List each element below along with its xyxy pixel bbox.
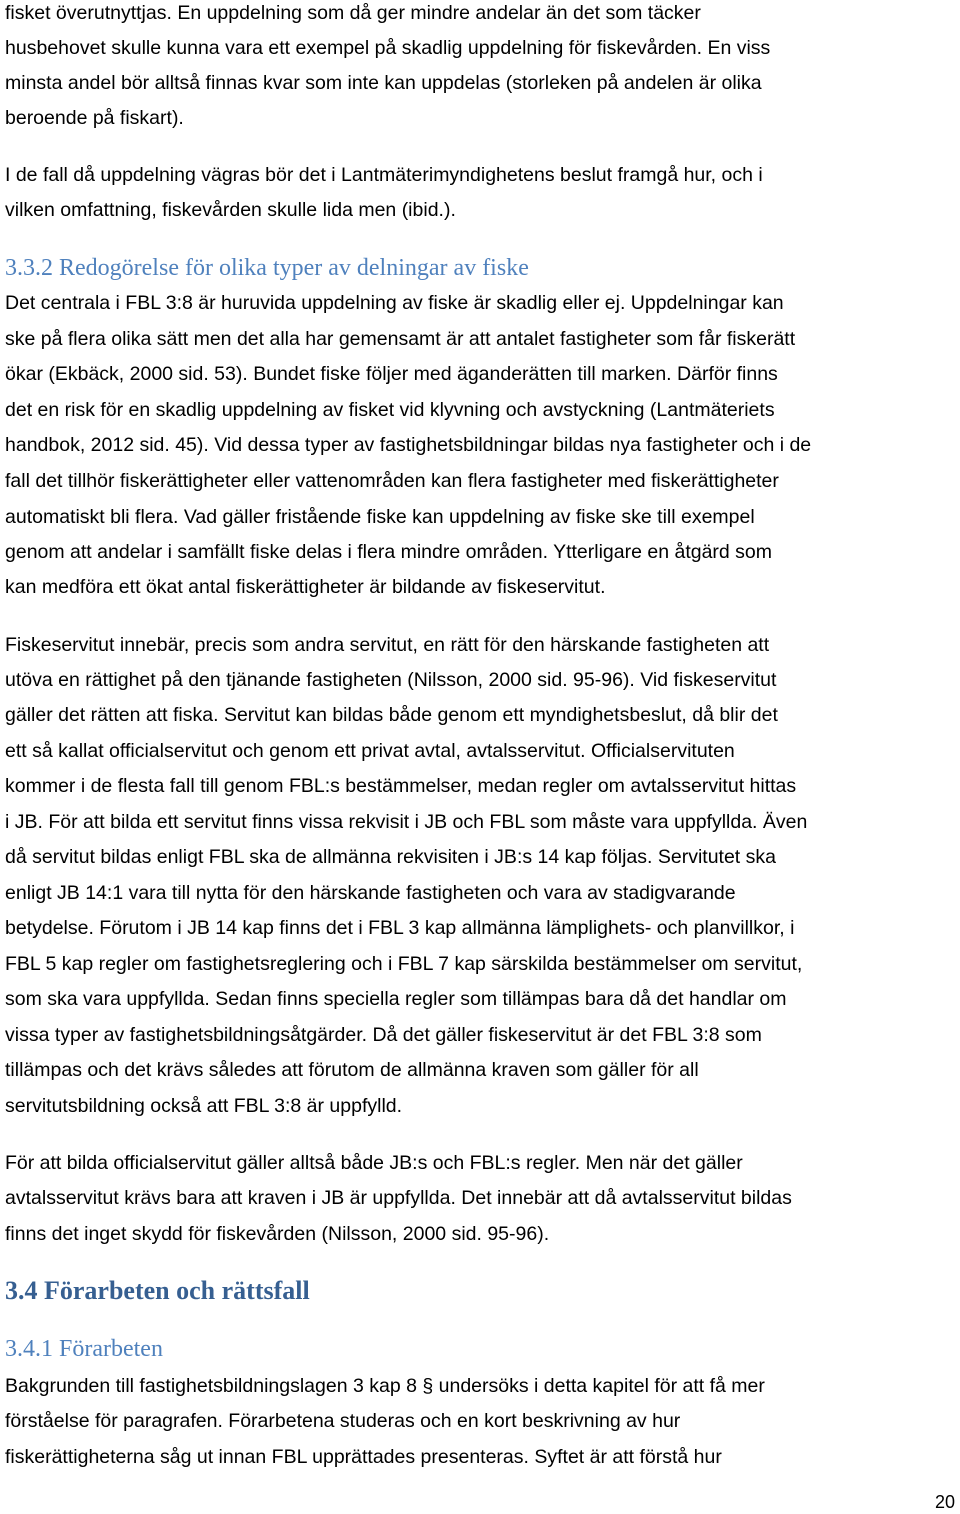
- section-heading-3-4-1: 3.4.1 Förarbeten: [5, 1336, 163, 1362]
- paragraph-line: gäller det rätten att fiska. Servitut kan bildas både genom ett myndighetsbeslut, då blir det: [5, 704, 778, 726]
- paragraph-line: handbok, 2012 sid. 45). Vid dessa typer av fastighetsbildningar bildas nya fastigheter och i de: [5, 434, 812, 456]
- paragraph-line: genom att andelar i samfällt fiske delas i flera mindre områden. Ytterligare en åtgärd som: [5, 541, 773, 563]
- paragraph-line: minsta andel bör alltså finnas kvar som inte kan uppdelas (storleken på andelen är olika: [5, 72, 762, 94]
- paragraph-line: utöva en rättighet på den tjänande fastigheten (Nilsson, 2000 sid. 95-96). Vid fiskeservitut: [5, 669, 777, 691]
- paragraph-line: ett så kallat officialservitut och genom ett privat avtal, avtalsservitut. Officialservituten: [5, 740, 735, 762]
- paragraph-line: FBL 5 kap regler om fastighetsreglering och i FBL 7 kap särskilda bestämmelser om servitut,: [5, 953, 803, 975]
- paragraph-line: ökar (Ekbäck, 2000 sid. 53). Bundet fiske följer med äganderätten till marken. Därför finns: [5, 363, 778, 385]
- paragraph-line: fiskerättigheterna såg ut innan FBL upprättades presenteras. Syftet är att förstå hur: [5, 1446, 722, 1468]
- section-heading-3-3-2: 3.3.2 Redogörelse för olika typer av delningar av fiske: [5, 255, 529, 281]
- paragraph-line: det en risk för en skadlig uppdelning av fisket vid klyvning och avstyckning (Lantmäteriets: [5, 399, 775, 421]
- paragraph-line: kommer i de flesta fall till genom FBL:s bestämmelser, medan regler om avtalsservitut hittas: [5, 775, 797, 797]
- paragraph-line: kan medföra ett ökat antal fiskerättigheter är bildande av fiskeservitut.: [5, 576, 606, 598]
- section-heading-3-4: 3.4 Förarbeten och rättsfall: [5, 1276, 310, 1305]
- paragraph-line: vissa typer av fastighetsbildningsåtgärder. Då det gäller fiskeservitut är det FBL 3:8 som: [5, 1024, 762, 1046]
- paragraph-line: Bakgrunden till fastighetsbildningslagen 3 kap 8 § undersöks i detta kapitel för att få mer: [5, 1375, 765, 1397]
- paragraph-line: Det centrala i FBL 3:8 är huruvida uppdelning av fiske är skadlig eller ej. Uppdelningar kan: [5, 292, 784, 314]
- paragraph-line: För att bilda officialservitut gäller alltså både JB:s och FBL:s regler. Men när det gäller: [5, 1152, 743, 1174]
- paragraph-line: förståelse för paragrafen. Förarbetena studeras och en kort beskrivning av hur: [5, 1410, 681, 1432]
- paragraph-line: finns det inget skydd för fiskevården (Nilsson, 2000 sid. 95-96).: [5, 1223, 550, 1245]
- paragraph-line: servitutsbildning också att FBL 3:8 är uppfylld.: [5, 1095, 403, 1117]
- paragraph-line: husbehovet skulle kunna vara ett exempel på skadlig uppdelning för fiskevården. En viss: [5, 37, 771, 59]
- paragraph-line: tillämpas och det krävs således att förutom de allmänna kraven som gäller för all: [5, 1059, 699, 1081]
- paragraph-line: vilken omfattning, fiskevården skulle lida men (ibid.).: [5, 199, 456, 221]
- paragraph-line: fisket överutnyttjas. En uppdelning som då ger mindre andelar än det som täcker: [5, 2, 701, 24]
- paragraph-line: enligt JB 14:1 vara till nytta för den härskande fastigheten och vara av stadigvarande: [5, 882, 736, 904]
- paragraph-line: i JB. För att bilda ett servitut finns vissa rekvisit i JB och FBL som måste vara uppfyllda. Även: [5, 811, 808, 833]
- paragraph-line: fall det tillhör fiskerättigheter eller vattenområden kan flera fastigheter med fiskerättigheter: [5, 470, 779, 492]
- paragraph-line: avtalsservitut krävs bara att kraven i JB är uppfyllda. Det innebär att då avtalsservitut bildas: [5, 1187, 792, 1209]
- paragraph-line: I de fall då uppdelning vägras bör det i Lantmäterimyndighetens beslut framgå hur, och i: [5, 164, 763, 186]
- paragraph-line: beroende på fiskart).: [5, 107, 184, 129]
- paragraph-line: betydelse. Förutom i JB 14 kap finns det i FBL 3 kap allmänna lämplighets- och planvillkor, i: [5, 917, 795, 939]
- paragraph-line: Fiskeservitut innebär, precis som andra servitut, en rätt för den härskande fastigheten att: [5, 634, 770, 656]
- paragraph-line: ske på flera olika sätt men det alla har gemensamt är att antalet fastigheter som får fiskerätt: [5, 328, 796, 350]
- page-number: 20: [934, 1492, 955, 1512]
- paragraph-line: då servitut bildas enligt FBL ska de allmänna rekvisiten i JB:s 14 kap följas. Servitutet ska: [5, 846, 776, 868]
- paragraph-line: automatiskt bli flera. Vad gäller fristående fiske kan uppdelning av fiske ske till exempel: [5, 506, 755, 528]
- paragraph-line: som ska vara uppfyllda. Sedan finns speciella regler som tillämpas bara då det handlar om: [5, 988, 787, 1010]
